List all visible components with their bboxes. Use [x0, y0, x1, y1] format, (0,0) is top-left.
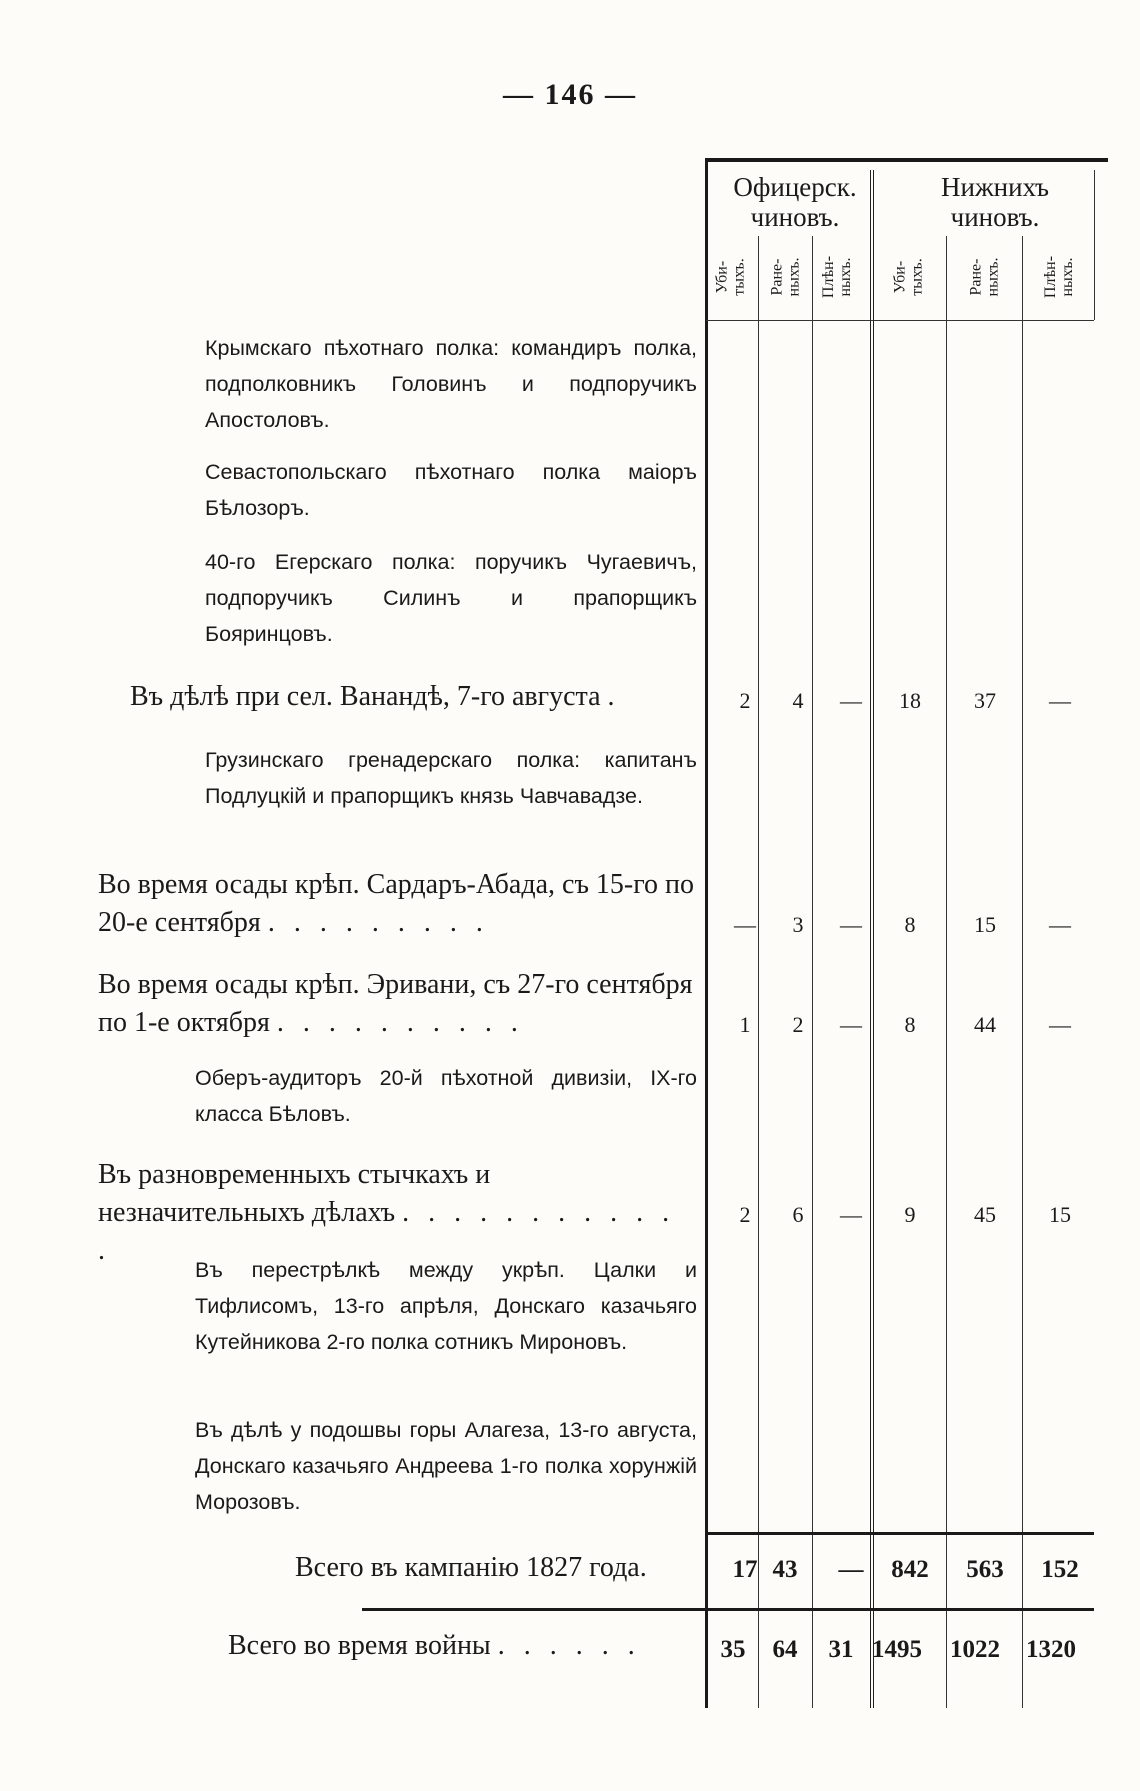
cell-value: 18	[899, 688, 921, 713]
column-divider	[1022, 236, 1023, 1708]
col-officers-wounded: Ране- ныхъ.	[768, 257, 803, 297]
entry-battle: Въ дѣлѣ при сел. Ванандѣ, 7-го августа .	[130, 681, 615, 712]
cell-total: 31	[828, 1636, 854, 1663]
cell-value: —	[1049, 688, 1071, 713]
cell-value: —	[840, 1012, 862, 1037]
cell-total: —	[838, 1556, 864, 1583]
cell-value: 1	[739, 1012, 751, 1037]
cell-value: 15	[974, 912, 996, 937]
group-officers: Офицерск. чиновъ.	[733, 172, 857, 232]
cell-total: 35	[720, 1636, 746, 1663]
col-officers-killed: Уби- тыхъ.	[714, 258, 748, 296]
total-campaign-label: Всего въ кампанію 1827 года.	[295, 1552, 647, 1583]
cell-total: 64	[772, 1636, 798, 1663]
entry-note: Въ перестрѣлкѣ между укрѣп. Цалки и Тифлисомъ, 13-го апрѣля, Донскаго казачьяго Кутейникова 2-го полка сотникъ Мироновъ.	[195, 1258, 697, 1354]
cell-value: 37	[974, 688, 996, 713]
totals-divider	[362, 1608, 1094, 1611]
group-lower-ranks: Нижнихъ чиновъ.	[941, 172, 1049, 232]
entry-note: Оберъ-аудиторъ 20-й пѣхотной дивизіи, IX-го класса Бѣловъ.	[195, 1066, 697, 1126]
col-lower-captured: Плѣн- ныхъ.	[1042, 255, 1076, 299]
cell-total: 17	[732, 1556, 758, 1583]
cell-total: 1320	[1026, 1636, 1076, 1663]
page-number: — 146 —	[503, 78, 637, 111]
entry-note: Въ дѣлѣ у подошвы горы Алагеза, 13-го августа, Донскаго казачьяго Андреева 1-го полка хорунжій Морозовъ.	[195, 1418, 697, 1514]
cell-value: 2	[739, 688, 751, 713]
group-divider	[870, 170, 874, 1708]
table-left-rule	[705, 158, 708, 1708]
entry-battle: Во время осады крѣп. Эривани, съ 27-го сентября по 1-е октября . . . . . . . . . .	[98, 969, 693, 1038]
cell-value: 15	[1049, 1202, 1071, 1227]
cell-value: —	[840, 912, 862, 937]
total-war-label: Всего во время войны . . . . . .	[228, 1630, 641, 1661]
cell-value: 4	[792, 688, 804, 713]
table-right-rule	[1094, 170, 1095, 320]
cell-value: 2	[792, 1012, 804, 1037]
entry-battle: Въ разновременныхъ стычкахъ и незначительныхъ дѣлахъ . . . . . . . . . . . .	[98, 1159, 676, 1266]
cell-value: 8	[904, 1012, 916, 1037]
cell-value: 45	[974, 1202, 996, 1227]
entry-note: Крымскаго пѣхотнаго полка: командиръ полка, подполковникъ Головинъ и подпоручикъ Апостоловъ.	[205, 336, 697, 432]
cell-value: 9	[904, 1202, 916, 1227]
entry-battle: Во время осады крѣп. Сардаръ-Абада, съ 15-го по 20-е сентября . . . . . . . . .	[98, 869, 695, 938]
col-lower-killed: Уби- тыхъ.	[892, 258, 926, 296]
cell-value: —	[734, 912, 756, 937]
cell-value: 44	[974, 1012, 996, 1037]
column-divider	[812, 236, 813, 1708]
cell-total: 43	[772, 1556, 798, 1583]
entry-note: Грузинскаго гренадерскаго полка: капитанъ Подлуцкій и прапорщикъ князь Чавчавадзе.	[205, 748, 697, 808]
cell-value: 6	[792, 1202, 804, 1227]
cell-value: —	[1049, 1012, 1071, 1037]
cell-value: —	[840, 1202, 862, 1227]
totals-top-rule	[706, 1532, 1094, 1535]
cell-value: —	[840, 688, 862, 713]
cell-total: 152	[1041, 1556, 1079, 1583]
col-lower-wounded: Ране- ныхъ.	[967, 257, 1002, 297]
cell-value: 3	[792, 912, 804, 937]
column-divider	[946, 236, 947, 1708]
cell-total: 563	[966, 1556, 1004, 1583]
column-divider	[758, 236, 759, 1708]
table-top-rule	[706, 158, 1108, 162]
entry-note: Севастопольскаго пѣхотнаго полка маіоръ Бѣлозоръ.	[205, 460, 697, 520]
cell-value: 2	[739, 1202, 751, 1227]
header-bottom-rule	[706, 320, 1094, 321]
col-officers-captured: Плѣн- ныхъ.	[820, 255, 854, 299]
cell-value: —	[1049, 912, 1071, 937]
entry-note: 40-го Егерскаго полка: поручикъ Чугаевичъ, подпоручикъ Силинъ и прапорщикъ Бояринцовъ.	[205, 550, 697, 646]
cell-total: 1022	[950, 1636, 1000, 1663]
cell-value: 8	[904, 912, 916, 937]
cell-total: 842	[891, 1556, 929, 1583]
cell-total: 1495	[872, 1636, 922, 1663]
